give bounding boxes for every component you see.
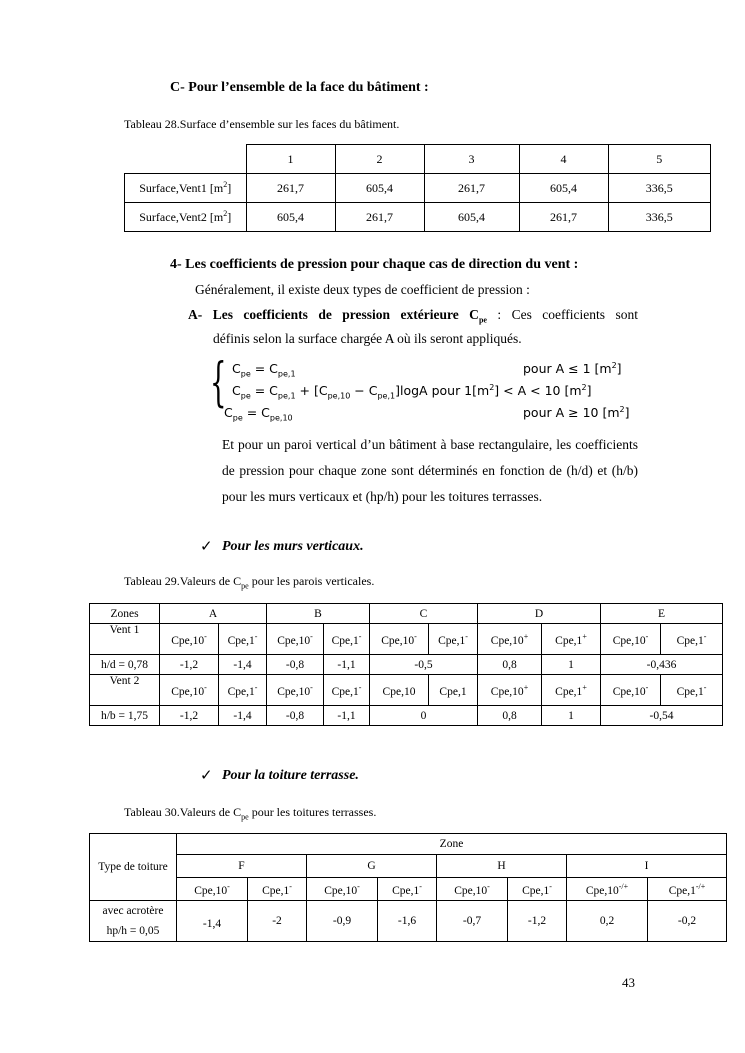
coef-header: Cpe,1- <box>324 675 370 706</box>
table-cell: -1,4 <box>219 706 267 726</box>
coef-header: Cpe,10- <box>601 675 661 706</box>
equation-3-condition: pour A ≥ 10 $[m^2]$ <box>523 405 630 421</box>
zone-header: F <box>177 855 307 878</box>
vent2-label: Vent 2 <box>90 675 160 706</box>
table-header: 3 <box>424 145 519 174</box>
table-row <box>90 706 723 726</box>
table-cell: -0,8 <box>267 706 324 726</box>
coef-header: Cpe,10+ <box>478 624 542 655</box>
zone-header: B <box>267 604 370 624</box>
table-cell: 605,4 <box>246 203 335 232</box>
table-cell: 1 <box>542 706 601 726</box>
zone-header: D <box>478 604 601 624</box>
table-row <box>90 604 723 624</box>
zone-label: Zone <box>177 834 727 855</box>
table-cell: -0,436 <box>601 655 723 675</box>
coef-header: Cpe,10- <box>370 624 429 655</box>
coef-header: Cpe,1 <box>429 675 478 706</box>
coef-header: Cpe,1- <box>248 878 307 901</box>
coef-header: Cpe,1- <box>219 624 267 655</box>
zone-header: E <box>601 604 723 624</box>
coef-header: Cpe,10+ <box>478 675 542 706</box>
check-icon: ✓ <box>200 539 213 555</box>
table-row <box>90 655 723 675</box>
section-a-line2: définis selon la surface chargée A où ils seront appliqués. <box>213 331 522 346</box>
zone-header: I <box>567 855 727 878</box>
table-cell: 0,8 <box>478 655 542 675</box>
section-4-heading: 4- Les coefficients de pression pour chaque cas de direction du vent : <box>170 257 579 272</box>
table-cell: 605,4 <box>424 203 519 232</box>
check-roof-heading: Pour la toiture terrasse. <box>222 768 359 783</box>
table-cell: -2 <box>248 901 307 942</box>
coef-header: Cpe,1- <box>219 675 267 706</box>
table-header: 5 <box>608 145 711 174</box>
table-row <box>125 174 711 203</box>
table-row <box>90 901 727 942</box>
vent1-label: Vent 1 <box>90 624 160 655</box>
table-cell: -0,2 <box>648 901 727 942</box>
table-row <box>90 675 723 706</box>
coef-header: Cpe,1- <box>429 624 478 655</box>
table-header: 4 <box>519 145 608 174</box>
table-cell: 0,8 <box>478 706 542 726</box>
zone-header: A <box>160 604 267 624</box>
equation-1: $C_{pe} = C_{pe,1}$ <box>232 361 296 379</box>
table-cell: -1,6 <box>378 901 437 942</box>
row-label: h/b = 1,75 <box>90 706 160 726</box>
table-row <box>125 145 711 174</box>
check-walls-heading: Pour les murs verticaux. <box>222 539 364 554</box>
coef-header: Cpe,10- <box>307 878 378 901</box>
table-cell: -1,2 <box>160 655 219 675</box>
coef-header: Cpe,1-/+ <box>648 878 727 901</box>
check-icon: ✓ <box>200 768 213 784</box>
table-cell: 605,4 <box>335 174 424 203</box>
coef-header: Cpe,1- <box>324 624 370 655</box>
intro-text: Généralement, il existe deux types de coefficient de pression : <box>195 282 530 297</box>
brace-symbol: { <box>210 353 227 413</box>
row-label: Surface,Vent2 $[m^2]$ <box>125 203 247 232</box>
table-cell: 0,2 <box>567 901 648 942</box>
table-cell: -0,8 <box>267 655 324 675</box>
table28-caption: Tableau 28.Surface d’ensemble sur les faces du bâtiment. <box>124 117 400 131</box>
table-row <box>90 624 723 655</box>
coef-header: Cpe,10- <box>160 624 219 655</box>
paragraph: Et pour un paroi vertical d’un bâtiment à base rectangulaire, les coefficients de pression pour chaque zone sont déterminés en fonction de (h/d) et (h/b) pour les murs verticaux et (hp/h) pour les toitures terrasses. <box>222 437 638 504</box>
table-row <box>90 878 727 901</box>
table-cell: 336,5 <box>608 203 711 232</box>
type-label: Type de toiture <box>90 834 177 901</box>
table-cell: -1,4 <box>177 901 248 942</box>
section-c-heading: C- Pour l’ensemble de la face du bâtiment : <box>170 80 429 95</box>
table-cell: 1 <box>542 655 601 675</box>
table-cell: -1,2 <box>160 706 219 726</box>
coef-header: Cpe,1- <box>378 878 437 901</box>
table-cell: -1,2 <box>508 901 567 942</box>
equation-3: $C_{pe} = C_{pe,10}$ <box>224 405 293 423</box>
table30 <box>89 833 727 942</box>
coef-header: Cpe,10- <box>267 675 324 706</box>
table-cell: 261,7 <box>246 174 335 203</box>
page-number: 43 <box>622 975 635 990</box>
coef-header: Cpe,10- <box>437 878 508 901</box>
equation-2: $C_{pe} = C_{pe,1} + [C_{pe,10} - C_{pe,1}]\log A$ pour $1[m^2] < A < 10$ $[m^2]$ <box>232 383 592 401</box>
equation-1-condition: pour A ≤ 1 $[m^2]$ <box>523 361 622 377</box>
zone-header: C <box>370 604 478 624</box>
coef-header: Cpe,1+ <box>542 624 601 655</box>
table-cell: -0,5 <box>370 655 478 675</box>
row-label: avec acrotère hp/h = 0,05 <box>90 901 177 942</box>
table-cell: -0,7 <box>437 901 508 942</box>
coef-header: Cpe,10- <box>601 624 661 655</box>
table-row <box>90 855 727 878</box>
table-cell: -0,54 <box>601 706 723 726</box>
coef-header: Cpe,1- <box>661 624 723 655</box>
zone-header: G <box>307 855 437 878</box>
table29-caption: Tableau 29.Valeurs de $C_{pe}$ pour les parois verticales. <box>124 574 375 591</box>
table-cell: 336,5 <box>608 174 711 203</box>
table-header: 2 <box>335 145 424 174</box>
table-cell: 261,7 <box>519 203 608 232</box>
row-label: Surface,Vent1 $[m^2]$ <box>125 174 247 203</box>
table-cell: 261,7 <box>335 203 424 232</box>
table-cell: -1,1 <box>324 655 370 675</box>
table-cell: 605,4 <box>519 174 608 203</box>
table28 <box>124 144 711 232</box>
table-row <box>90 834 727 855</box>
zone-header: H <box>437 855 567 878</box>
coef-header: Cpe,10- <box>160 675 219 706</box>
row-label: h/d = 0,78 <box>90 655 160 675</box>
section-a-line1: A- Les coefficients de pression extérieure $C_{pe}$ : Ces coefficients sont <box>188 307 638 325</box>
coef-header: Cpe,1- <box>508 878 567 901</box>
zones-label: Zones <box>90 604 160 624</box>
table-cell: -0,9 <box>307 901 378 942</box>
table30-caption: Tableau 30.Valeurs de $C_{pe}$ pour les toitures terrasses. <box>124 805 377 822</box>
table-cell: 261,7 <box>424 174 519 203</box>
table-cell <box>125 145 247 174</box>
coef-header: Cpe,10- <box>177 878 248 901</box>
table-cell: 0 <box>370 706 478 726</box>
coef-header: Cpe,10 <box>370 675 429 706</box>
table-header: 1 <box>246 145 335 174</box>
coef-header: Cpe,1+ <box>542 675 601 706</box>
coef-header: Cpe,10-/+ <box>567 878 648 901</box>
table-row <box>125 203 711 232</box>
table-cell: -1,4 <box>219 655 267 675</box>
table-cell: -1,1 <box>324 706 370 726</box>
coef-header: Cpe,10- <box>267 624 324 655</box>
coef-header: Cpe,1- <box>661 675 723 706</box>
table29 <box>89 603 723 726</box>
